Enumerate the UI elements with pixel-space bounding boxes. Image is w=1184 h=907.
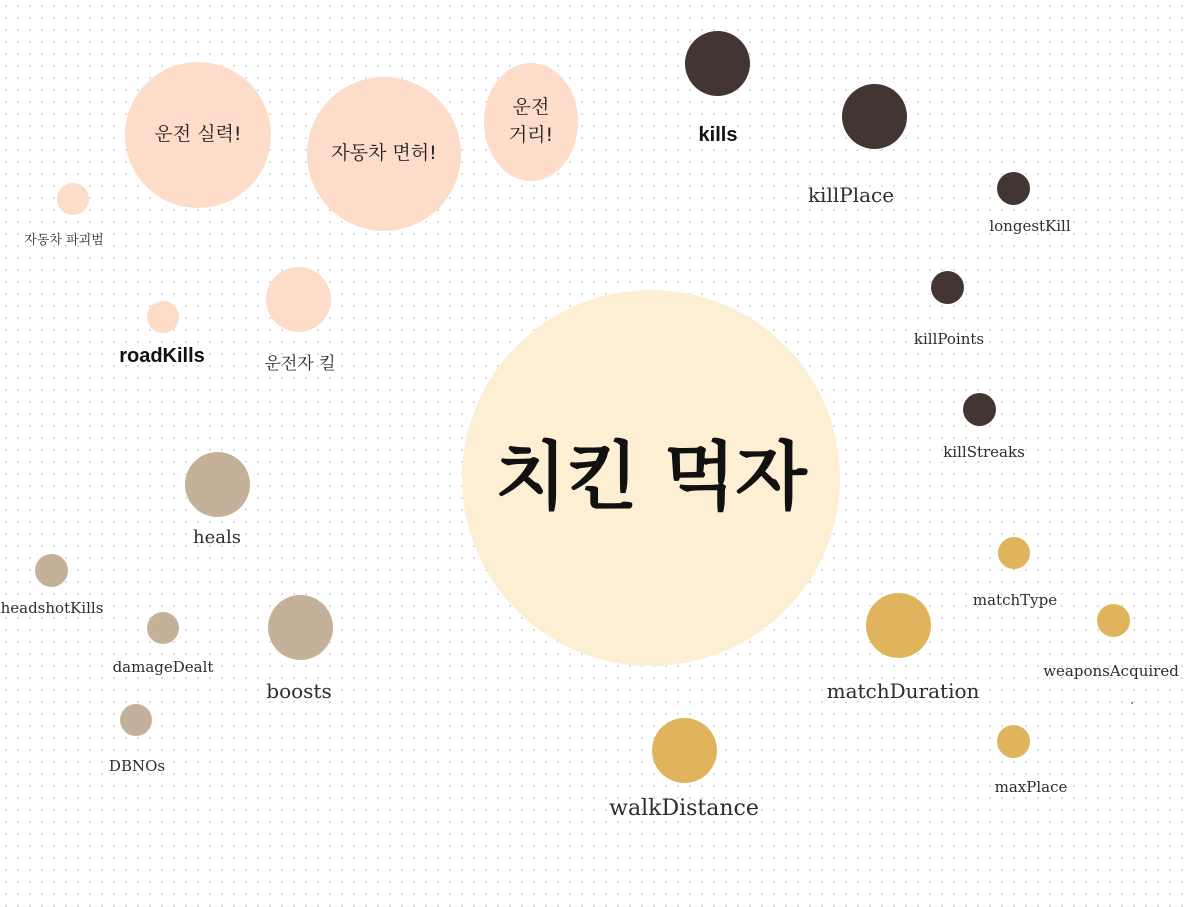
kill-place-bubble: [842, 84, 907, 149]
weapons-acquired-label: weaponsAcquired: [1043, 662, 1179, 680]
kill-points-label: killPoints: [913, 330, 985, 348]
heals-bubble: [185, 452, 250, 517]
dbnos-bubble: [120, 704, 152, 736]
damage-dealt-label: damageDealt: [112, 658, 214, 676]
longest-kill-bubble: [997, 172, 1030, 205]
damage-dealt-bubble: [147, 612, 179, 644]
headshot-kills-label: headshotKills: [0, 599, 104, 617]
walk-distance-label: walkDistance: [609, 796, 759, 821]
road-kills-bubble: [147, 301, 179, 333]
weapons-acquired-bubble: [1097, 604, 1130, 637]
kills-label: kills: [698, 124, 738, 146]
match-duration-label: matchDuration: [826, 679, 980, 703]
boosts-label: boosts: [266, 679, 332, 703]
max-place-bubble: [997, 725, 1030, 758]
center-label: 치킨 먹자: [495, 434, 807, 521]
driver-kill-label: 운전자 킬: [264, 354, 336, 374]
match-type-label: matchType: [972, 591, 1058, 609]
headshot-kills-bubble: [35, 554, 68, 587]
dbnos-label: DBNOs: [108, 757, 166, 775]
kills-bubble: [685, 31, 750, 96]
driving-distance-label: 운전거리!: [508, 96, 554, 146]
max-place-label: maxPlace: [994, 778, 1068, 796]
driver-kill-bubble: [266, 267, 331, 332]
stray-dot: [1131, 702, 1133, 704]
kill-place-label: killPlace: [807, 183, 895, 207]
match-duration-bubble: [866, 593, 931, 658]
driving-distance-bubble: [484, 63, 578, 181]
kill-points-bubble: [931, 271, 964, 304]
heals-label: heals: [193, 527, 241, 548]
longest-kill-label: longestKill: [989, 217, 1071, 235]
kill-streaks-label: killStreaks: [943, 443, 1025, 461]
road-kills-label: roadKills: [119, 345, 205, 367]
car-destroyer-bubble: [57, 183, 89, 215]
walk-distance-bubble: [652, 718, 717, 783]
match-type-bubble: [998, 537, 1030, 569]
car-destroyer-label: 자동차 파괴범: [24, 233, 104, 248]
kill-streaks-bubble: [963, 393, 996, 426]
driving-skill-bubble: [125, 62, 271, 208]
center-bubble: [462, 290, 840, 666]
drivers-license-bubble: [307, 77, 461, 231]
boosts-bubble: [268, 595, 333, 660]
drivers-license-label: 자동차 면허!: [331, 142, 437, 165]
driving-skill-label: 운전 실력!: [154, 123, 242, 146]
